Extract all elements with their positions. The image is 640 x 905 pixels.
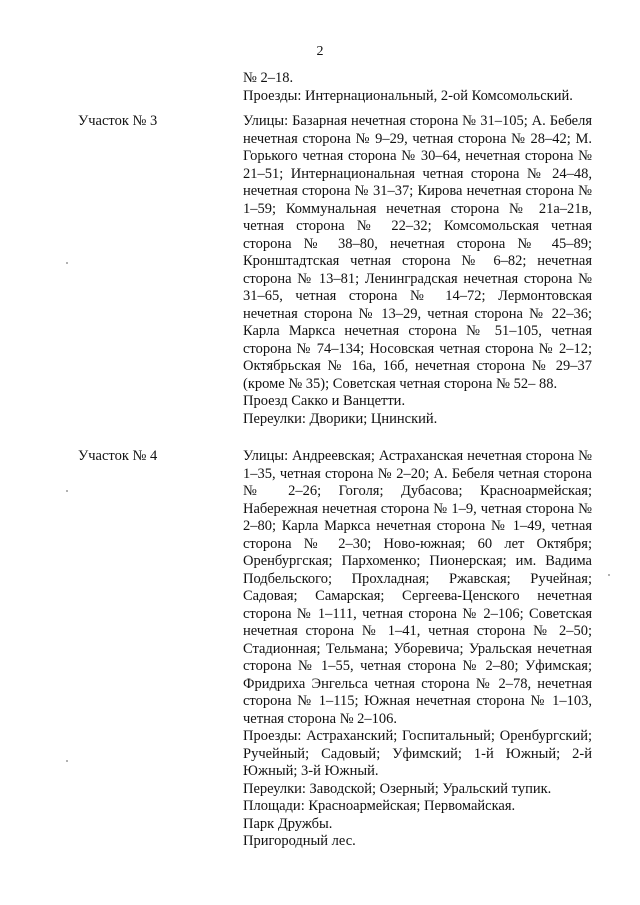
section-4-streets: Улицы: Андреевская; Астраханская нечетная сторона № 1–35, четная сторона № 2–20; А. Бебеля четная сторона № 2–26; Гоголя; Дубасова; Красноармейская; Набережная нечетная сторона № 1–9, четная сторона № 2–80; Карла Маркса нечетная сторона № 1–49, четная сторона № 2–30; Ново-южная; 60 лет Октября; Оренбургская; Пархоменко; Пионерская; им. Вадима Подбельского; Прохладная; Ржавская; Ручейная; Садовая; Самарская; Сергеева-Ценского нечетная сторона № 1–111, четная сторона № 2–106; Советская нечетная сторона № 1–41, четная сторона № 2–50; Стадионная; Тельмана; Уборевича; Уральская нечетная сторона № 1–55, четная сторона № 2–80; Уфимская; Фридриха Энгельса четная сторона № 2–78, нечетная сторона № 1–115; Южная нечетная сторона № 1–103, четная сторона № 2–106. — [243, 448, 592, 727]
section-4-squares: Площади: Красноармейская; Первомайская. — [243, 798, 516, 814]
top-line-passages: Проезды: Интернациональный, 2-ой Комсомольский. — [243, 87, 573, 104]
section-3-content — [243, 113, 592, 428]
top-block — [243, 70, 592, 105]
scan-speck — [608, 574, 610, 576]
section-3-lanes: Переулки: Дворики; Цнинский. — [243, 410, 438, 427]
section-3-label: Участок № 3 — [78, 113, 158, 129]
section-4-forest: Пригородный лес. — [243, 833, 356, 849]
section-4-label: Участок № 4 — [78, 448, 158, 464]
page-number: 2 — [316, 44, 324, 59]
top-line-continuation: № 2–18. — [243, 70, 294, 86]
section-4-park: Парк Дружбы. — [243, 815, 333, 832]
scan-speck — [66, 262, 68, 264]
section-4-passages: Проезды: Астраханский; Госпитальный; Оренбургский; Ручейный; Садовый; Уфимский; 1-й Южный; 2-й Южный; 3-й Южный. — [243, 728, 592, 779]
section-3-passage: Проезд Сакко и Ванцетти. — [243, 393, 406, 409]
section-4-content — [243, 448, 592, 851]
scan-speck — [66, 760, 68, 762]
scan-speck — [66, 490, 68, 492]
section-4-lanes: Переулки: Заводской; Озерный; Уральский тупик. — [243, 780, 552, 797]
section-3-streets: Улицы: Базарная нечетная сторона № 31–105; А. Бебеля нечетная сторона № 9–29, четная сторона № 28–42; М. Горького четная сторона № 30–64, нечетная сторона № 21–51; Интернациональная четная сторона № 24–48, нечетная сторона № 31–37; Кирова нечетная сторона № 1–59; Коммунальная нечетная сторона № 21а–21в, четная сторона № 22–32; Комсомольская четная сторона № 38–80, нечетная сторона № 45–89; Кронштадтская четная сторона № 6–82; нечетная сторона № 13–81; Ленинградская нечетная сторона № 31–65, четная сторона № 14–72; Лермонтовская нечетная сторона № 13–29, четная сторона № 22–36; Карла Маркса нечетная сторона № 51–105, четная сторона № 74–134; Носовская четная сторона № 2–12; Октябрьская № 16а, 16б, нечетная сторона № 29–37 (кроме № 35); Советская четная сторона № 52– 88. — [243, 113, 592, 392]
